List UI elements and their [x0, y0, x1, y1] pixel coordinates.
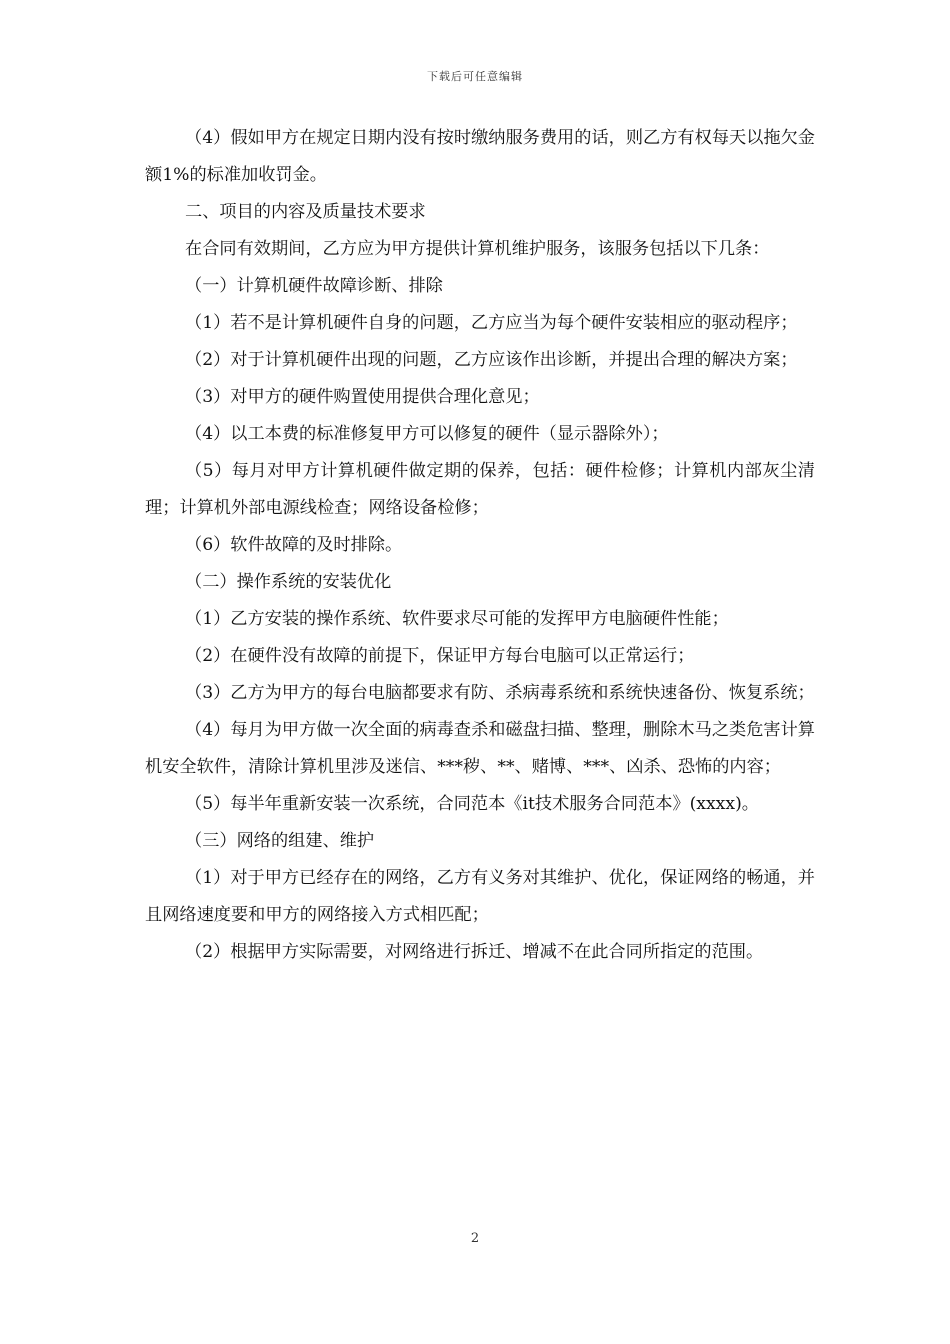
paragraph-late-fee: （4）假如甲方在规定日期内没有按时缴纳服务费用的话，则乙方有权每天以拖欠金额1%的标准加收罚金。: [145, 128, 815, 185]
paragraph-hardware-5: （5）每月对甲方计算机硬件做定期的保养，包括：硬件检修；计算机内部灰尘清理；计算机外部电源线检查；网络设备检修；: [145, 461, 815, 518]
page-header: 下载后可任意编辑: [427, 70, 523, 83]
heading-network: （三）网络的组建、维护: [185, 831, 375, 851]
paragraph-service-intro: 在合同有效期间，乙方应为甲方提供计算机维护服务，该服务包括以下几条：: [185, 239, 770, 259]
paragraph-hardware-1: （1）若不是计算机硬件自身的问题，乙方应当为每个硬件安装相应的驱动程序；: [185, 313, 798, 333]
heading-project-content: 二、项目的内容及质量技术要求: [185, 202, 426, 222]
paragraph-os-5: （5）每半年重新安装一次系统，合同范本《it技术服务合同范本》(xxxx)。: [185, 794, 759, 814]
paragraph-hardware-4: （4）以工本费的标准修复甲方可以修复的硬件（显示器除外）；: [185, 424, 669, 444]
paragraph-os-2: （2）在硬件没有故障的前提下，保证甲方每台电脑可以正常运行；: [185, 646, 695, 666]
heading-os-install: （二）操作系统的安装优化: [185, 572, 392, 592]
heading-hardware-diagnosis: （一）计算机硬件故障诊断、排除: [185, 276, 443, 296]
paragraph-network-1: （1）对于甲方已经存在的网络，乙方有义务对其维护、优化，保证网络的畅通，并且网络速度要和甲方的网络接入方式相匹配；: [145, 868, 815, 925]
paragraph-hardware-3: （3）对甲方的硬件购置使用提供合理化意见；: [185, 387, 540, 407]
document-body: [145, 120, 815, 971]
paragraph-os-1: （1）乙方安装的操作系统、软件要求尽可能的发挥甲方电脑硬件性能；: [185, 609, 729, 629]
paragraph-hardware-2: （2）对于计算机硬件出现的问题，乙方应该作出诊断，并提出合理的解决方案；: [185, 350, 798, 370]
paragraph-os-4: （4）每月为甲方做一次全面的病毒查杀和磁盘扫描、整理，删除木马之类危害计算机安全软件，清除计算机里涉及迷信、***秽、**、赌博、***、凶杀、恐怖的内容；: [145, 720, 815, 777]
paragraph-network-2: （2）根据甲方实际需要，对网络进行拆迁、增减不在此合同所指定的范围。: [185, 942, 764, 962]
page-number: 2: [470, 1231, 480, 1246]
paragraph-os-3: （3）乙方为甲方的每台电脑都要求有防、杀病毒系统和系统快速备份、恢复系统；: [185, 683, 815, 703]
paragraph-hardware-6: （6）软件故障的及时排除。: [185, 535, 403, 555]
